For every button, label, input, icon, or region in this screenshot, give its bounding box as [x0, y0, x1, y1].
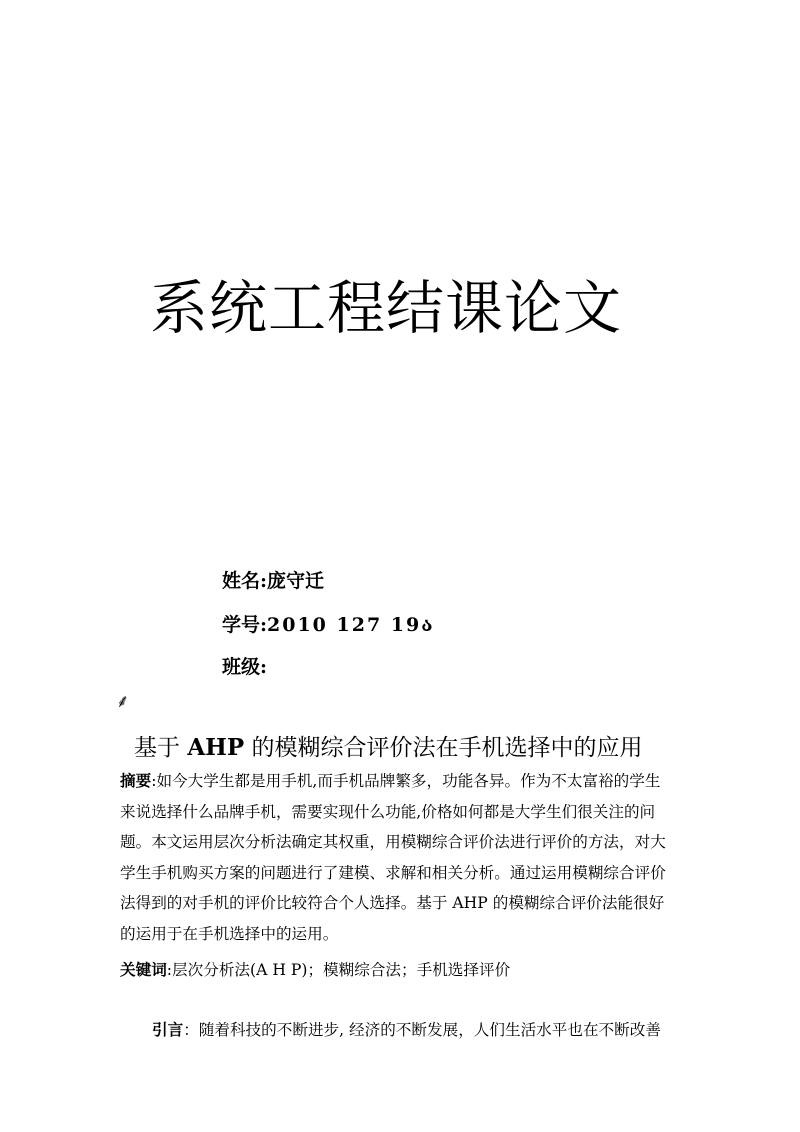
intro-line	[120, 1015, 692, 1046]
keywords-paragraph	[120, 955, 692, 986]
id-suffix-mark: ა	[421, 614, 433, 636]
student-id-line	[222, 610, 433, 637]
class-line	[222, 652, 267, 679]
intro-label: 引言	[152, 1020, 184, 1039]
abstract-line: 题。本文运用层次分析法确定其权重，用模糊综合评价法进行评价的方法，对大	[120, 833, 666, 852]
abstract-line: 学生手机购买方案的问题进行了建模、求解和相关分析。通过运用模糊综合评价	[120, 863, 666, 882]
keywords-line	[120, 955, 692, 986]
abstract-line: 来说选择什么品牌手机，需要实现什么功能,价格如何都是大学生们很关注的问	[120, 802, 656, 821]
keywords-label: 关键词	[120, 960, 167, 979]
paper-title-prefix: 基于	[134, 735, 188, 761]
intro-paragraph	[120, 1015, 692, 1046]
paper-title-acronym: AHP	[187, 734, 245, 761]
abstract-text: :如今大学生都是用手机,而手机品牌繁多，功能各异。作为不太富裕的学生	[151, 772, 661, 790]
paper-title	[134, 732, 643, 764]
anchor-icon: ⸙	[116, 691, 130, 712]
keywords-text: :层次分析法(A H P)；模糊综合法；手机选择评价	[166, 961, 511, 979]
abstract-line	[120, 766, 692, 797]
abstract-line: 法得到的对手机的评价比较符合个人选择。基于 AHP 的模糊综合评价法能很好	[120, 894, 665, 913]
class-label: 班级:	[222, 656, 268, 678]
id-value: 2010 127 19	[267, 614, 422, 636]
abstract-label: 摘要	[120, 771, 152, 790]
name-value: 庞守迁	[267, 570, 325, 592]
abstract-paragraph	[120, 766, 692, 950]
abstract-line: 的运用于在手机选择中的运用。	[120, 924, 339, 943]
student-name-line	[222, 566, 324, 593]
cover-title: 系统工程结课论文	[150, 274, 623, 342]
paper-title-rest: 的模糊综合评价法在手机选择中的应用	[244, 735, 643, 761]
name-label: 姓名:	[222, 570, 268, 592]
intro-text: ：随着科技的不断进步, 经济的不断发展，人们生活水平也在不断改善	[183, 1021, 661, 1039]
id-label: 学号:	[222, 614, 268, 636]
